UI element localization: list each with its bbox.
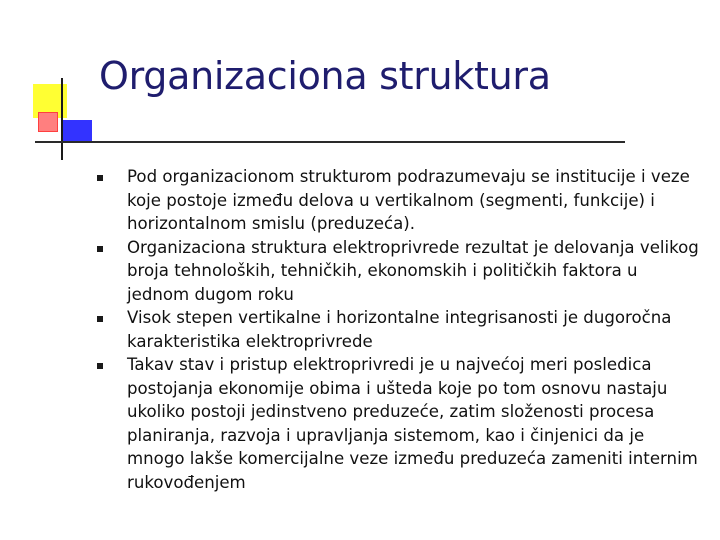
slide-title: Organizaciona struktura: [99, 54, 551, 98]
square-bullet-icon: [97, 363, 103, 369]
bullet-text: Takav stav i pristup elektroprivredi je u najvećoj meri posledica postojanja ekonomije obima i ušteda koje po tom osnovu nastaju ukoliko postoji jedinstveno preduzeće, zatim složenosti procesa planiranja, razvoja i upravljanja sistemom, kao i činjenici da je mnogo lakše komercijalne veze između preduzeća zameniti internim rukovođenjem: [127, 355, 698, 492]
logo-pink-square: [38, 112, 58, 132]
bullet-text: Organizaciona struktura elektroprivrede rezultat je delovanja velikog broja tehnoloških, tehničkih, ekonomskih i političkih faktora u jednom dugom roku: [127, 237, 699, 304]
bullet-text: Visok stepen vertikalne i horizontalne integrisanosti je dugoročna karakteristika elektroprivrede: [127, 308, 672, 351]
square-bullet-icon: [97, 246, 103, 252]
square-bullet-icon: [97, 175, 103, 181]
bullet-text: Pod organizacionom strukturom podrazumevaju se institucije i veze koje postoje između delova u vertikalnom (segmenti, funkcije) i horizontalnom smislu (preduzeća).: [127, 167, 690, 233]
logo-blue-square: [62, 120, 92, 142]
title-underline: [35, 141, 625, 143]
bullet-item: [0, 236, 720, 307]
logo-vertical-line: [61, 78, 63, 160]
square-bullet-icon: [97, 316, 103, 322]
bullet-item: [0, 306, 720, 353]
bullet-item: [0, 353, 720, 494]
bullet-item: [0, 165, 720, 236]
bullet-list: [0, 165, 720, 494]
